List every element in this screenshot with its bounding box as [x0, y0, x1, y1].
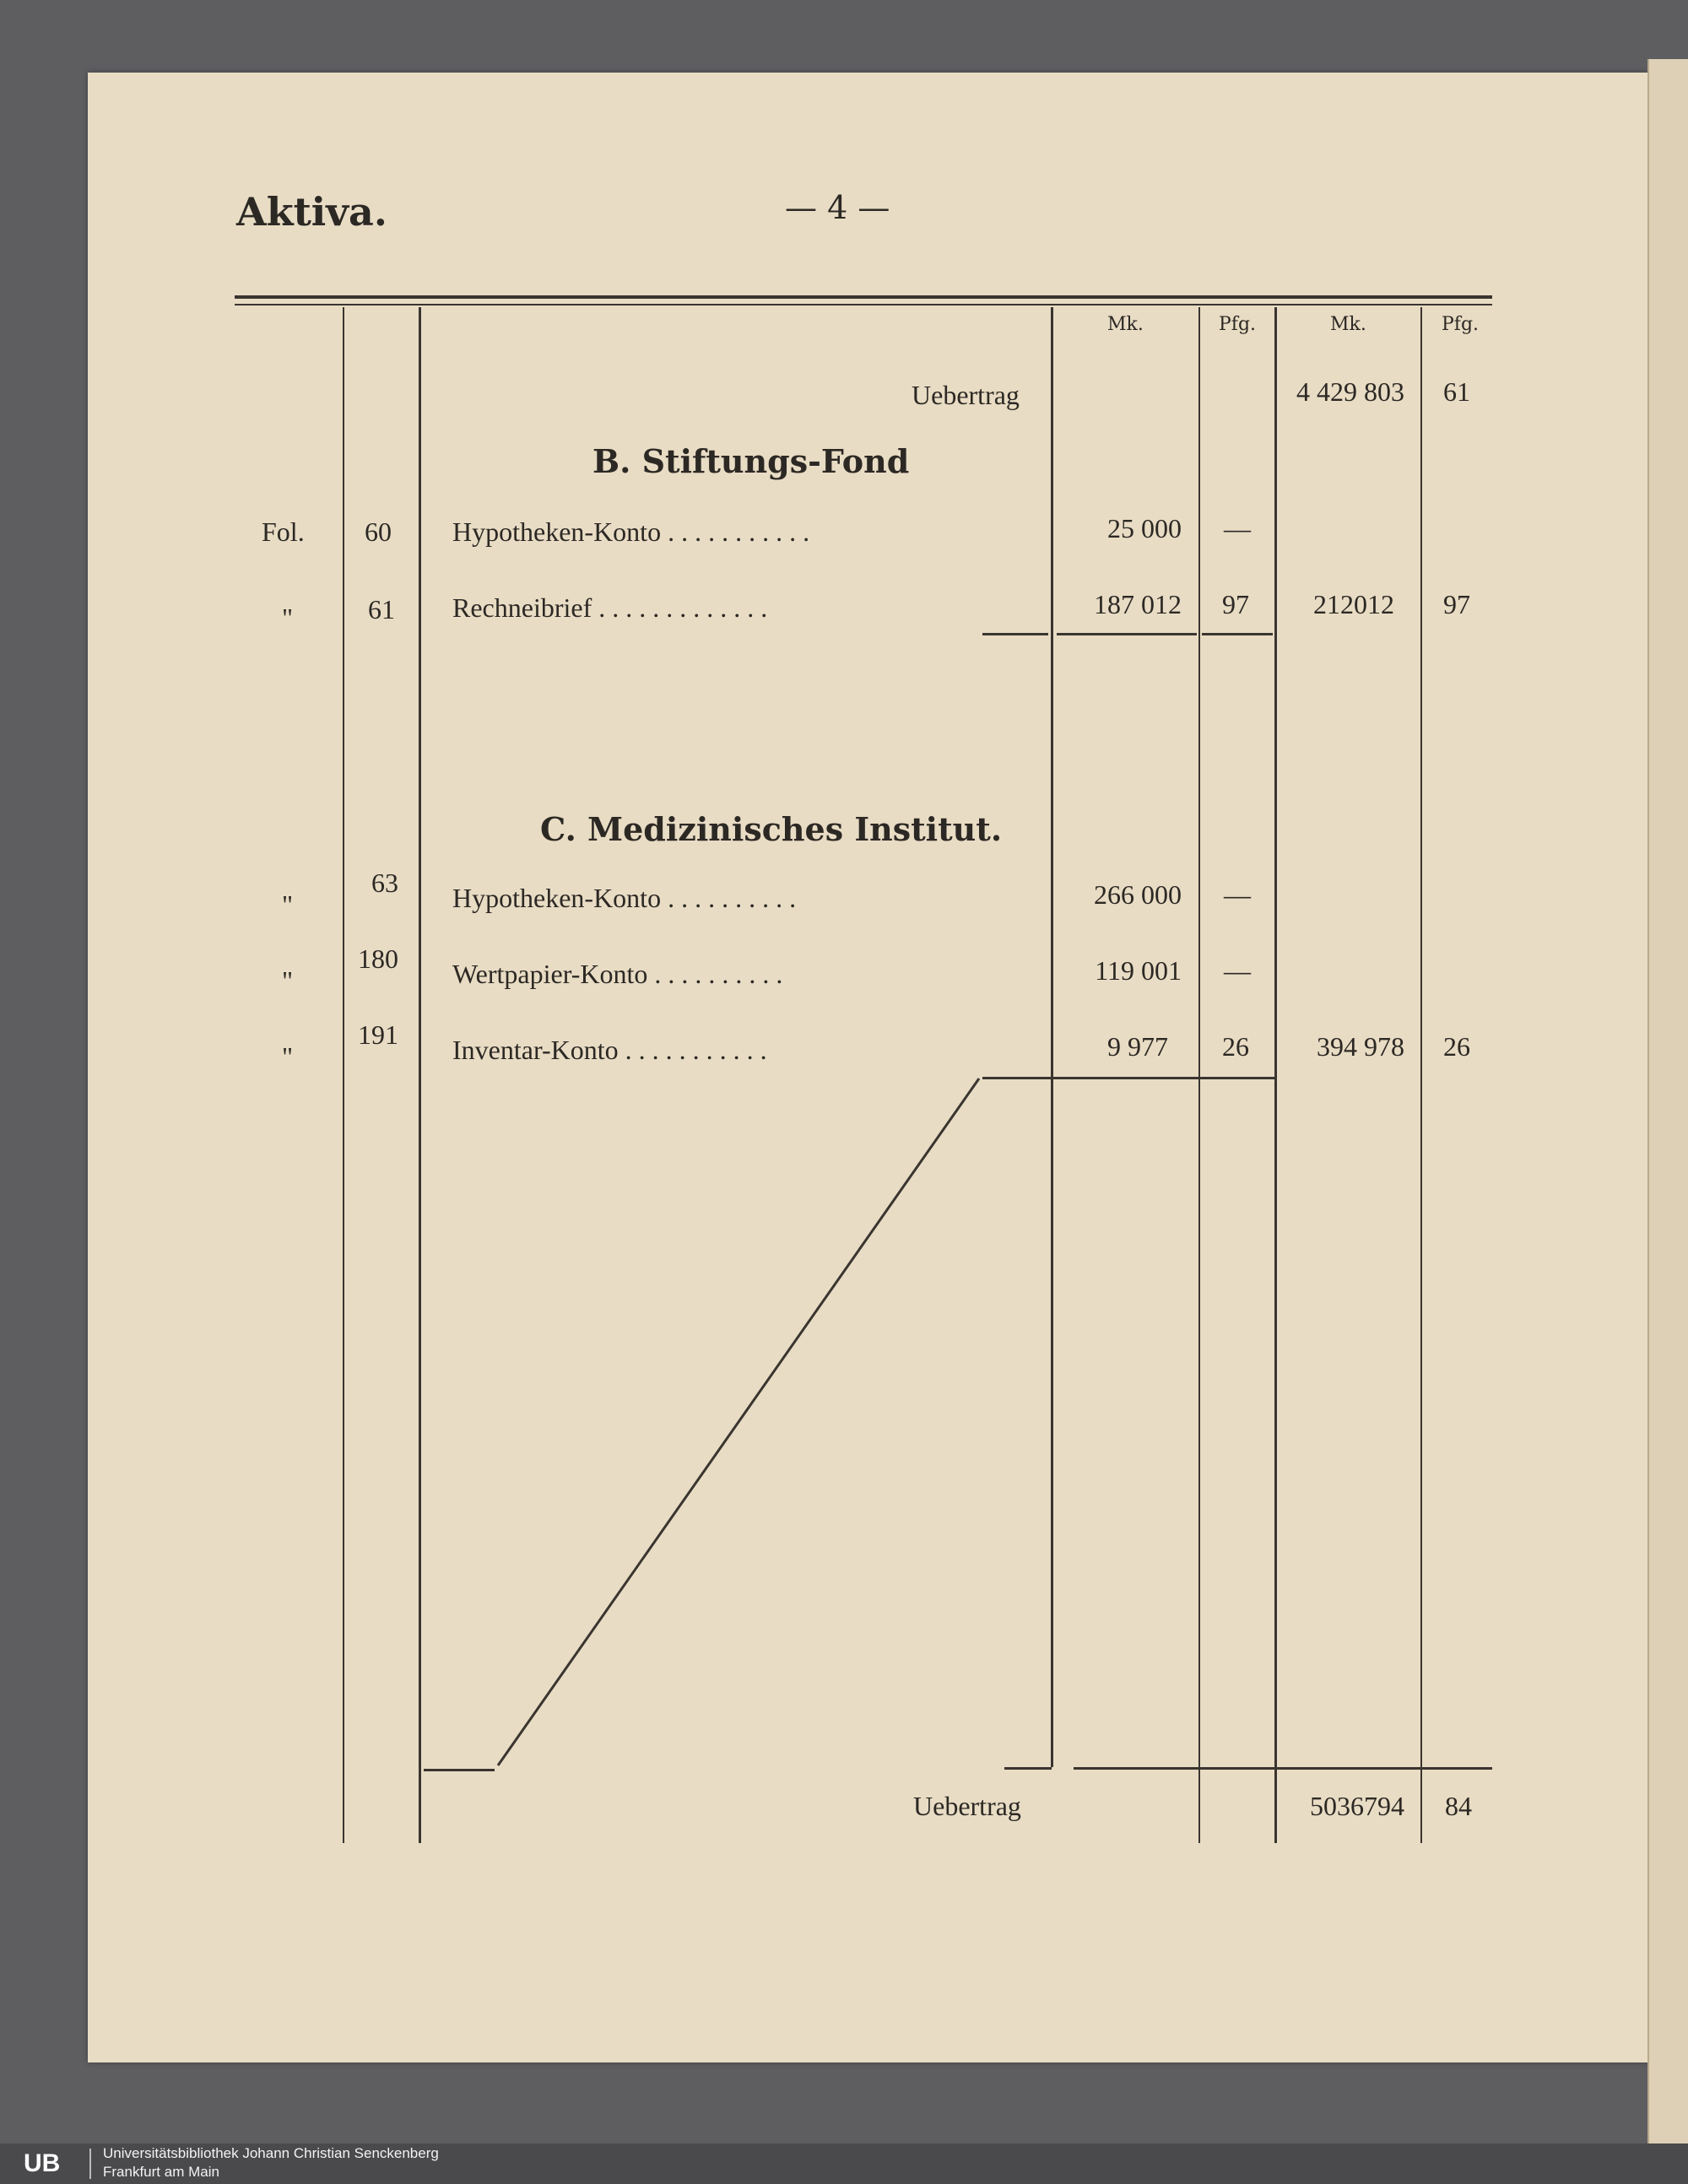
- row-total-mk: 212012: [1313, 589, 1394, 619]
- total-rule-right: [1074, 1767, 1492, 1770]
- footer-line-2: Frankfurt am Main: [103, 2164, 219, 2180]
- row-mk: 266 000: [1094, 879, 1182, 910]
- row-total-pfg: 26: [1443, 1031, 1470, 1062]
- row-label: Hypotheken-Konto . . . . . . . . . .: [452, 883, 797, 913]
- col-head-mk2: Mk.: [1330, 314, 1366, 335]
- row-pfg: —: [1224, 879, 1251, 910]
- carry-out-mk: 5036794: [1310, 1791, 1404, 1821]
- row-label: Wertpapier-Konto . . . . . . . . . .: [452, 959, 783, 989]
- row-pfg: —: [1224, 955, 1251, 986]
- carry-out-label: Uebertrag: [913, 1791, 1021, 1821]
- row-label: Rechneibrief . . . . . . . . . . . . .: [452, 592, 768, 623]
- row-total-pfg: 97: [1443, 589, 1470, 619]
- footer-line-1: Universitätsbibliothek Johann Christian Senckenberg: [103, 2145, 439, 2161]
- footer-bar: [0, 2143, 1688, 2184]
- total-rule-left: [1004, 1767, 1052, 1770]
- section-c-title: C. Medizinisches Institut.: [540, 810, 1003, 848]
- section-b-title: B. Stiftungs-Fond: [592, 442, 910, 480]
- row-pfg: 26: [1222, 1031, 1249, 1062]
- fol-marker: ": [282, 965, 294, 996]
- ub-logo: UB: [7, 2149, 91, 2179]
- row-label: Inventar-Konto . . . . . . . . . . .: [452, 1035, 767, 1065]
- fol-marker: Fol.: [262, 516, 305, 547]
- col-head-pfg1: Pfg.: [1219, 314, 1257, 335]
- row-mk: 119 001: [1095, 955, 1182, 986]
- carry-in-label: Uebertrag: [912, 380, 1020, 410]
- page-number: — 4 —: [785, 189, 890, 226]
- fol-number: 63: [371, 868, 398, 898]
- fill-stroke-foot: [424, 1769, 495, 1771]
- fol-number: 61: [368, 594, 395, 624]
- row-pfg: 97: [1222, 589, 1249, 619]
- row-label: Hypotheken-Konto . . . . . . . . . . .: [452, 516, 810, 547]
- carry-in-pfg: 61: [1443, 376, 1470, 407]
- fol-marker: ": [282, 889, 294, 920]
- fol-number: 191: [358, 1019, 398, 1050]
- row-pfg: —: [1224, 513, 1251, 543]
- row-total-mk: 394 978: [1317, 1031, 1404, 1062]
- fol-marker: ": [282, 603, 294, 633]
- fol-marker: ": [282, 1041, 294, 1072]
- carry-out-pfg: 84: [1445, 1791, 1472, 1821]
- fol-number: 180: [358, 943, 398, 974]
- page-title: Aktiva.: [236, 189, 387, 235]
- fol-number: 60: [365, 516, 392, 547]
- row-mk: 25 000: [1107, 513, 1182, 543]
- col-head-mk1: Mk.: [1107, 314, 1144, 335]
- col-head-pfg2: Pfg.: [1442, 314, 1480, 335]
- carry-in-mk: 4 429 803: [1296, 376, 1404, 407]
- row-mk: 9 977: [1107, 1031, 1168, 1062]
- row-mk: 187 012: [1094, 589, 1182, 619]
